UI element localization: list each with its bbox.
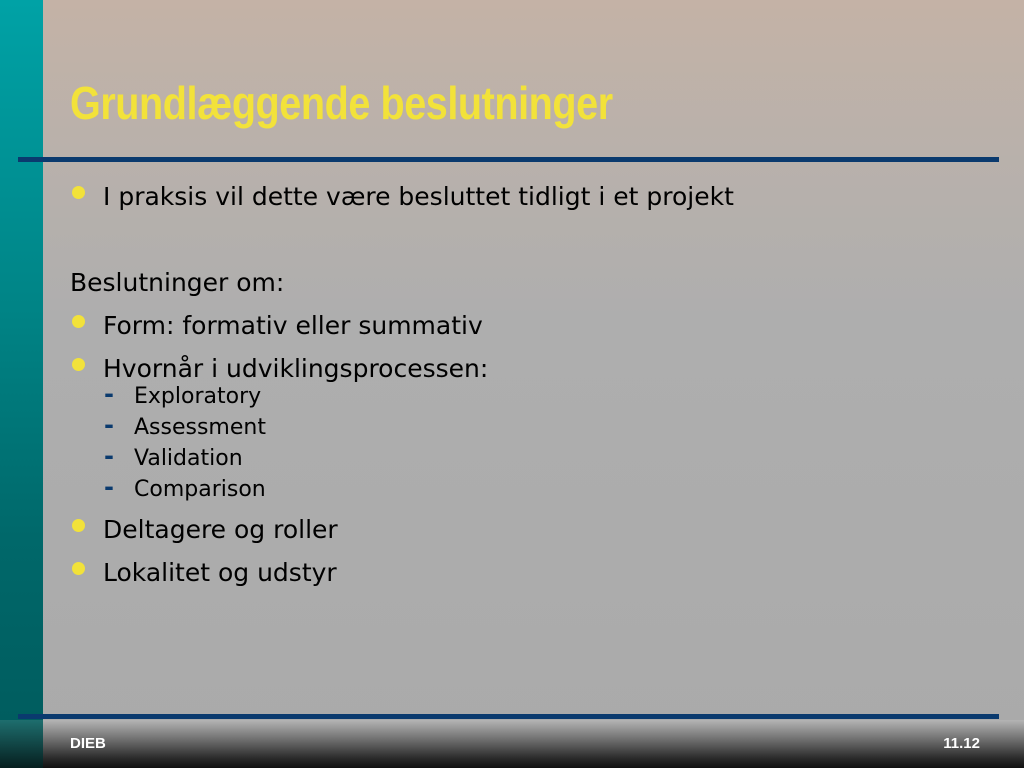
bullet-icon xyxy=(72,358,85,371)
title-divider xyxy=(18,157,999,162)
footer-band xyxy=(0,720,1024,768)
sub-list-item xyxy=(70,382,990,413)
sub-list-item xyxy=(70,444,990,475)
list-item-text: Hvornår i udviklingsprocessen: xyxy=(103,354,489,383)
sub-list-item-text: Assessment xyxy=(134,415,266,440)
slide-number: 11.12 xyxy=(943,735,980,752)
list-item xyxy=(70,511,990,554)
sub-list-item-text: Validation xyxy=(134,446,243,471)
section-label: Beslutninger om: xyxy=(70,268,285,297)
footer-band-corner xyxy=(0,720,43,768)
sub-list-item xyxy=(70,413,990,444)
list-item xyxy=(70,350,990,382)
bullet-icon xyxy=(72,562,85,575)
spacer xyxy=(70,221,990,264)
left-accent-bar xyxy=(0,0,43,768)
sub-list-item-text: Exploratory xyxy=(134,384,262,409)
bullet-icon xyxy=(72,186,85,199)
bullet-icon xyxy=(72,519,85,532)
dash-icon: - xyxy=(104,380,114,408)
list-item xyxy=(70,307,990,350)
sub-list-item-text: Comparison xyxy=(134,477,266,502)
dash-icon: - xyxy=(104,473,114,501)
dash-icon: - xyxy=(104,442,114,470)
list-item-text: Deltagere og roller xyxy=(103,515,338,544)
slide-title: Grundlæggende beslutninger xyxy=(70,77,613,129)
footer-label: DIEB xyxy=(70,735,106,752)
list-item xyxy=(70,554,990,597)
dash-icon: - xyxy=(104,411,114,439)
bullet-icon xyxy=(72,315,85,328)
list-item-text: Form: formativ eller summativ xyxy=(103,311,483,340)
sub-list-item xyxy=(70,475,990,511)
list-item-text: Lokalitet og udstyr xyxy=(103,558,337,587)
slide-body xyxy=(70,178,990,597)
list-item-text: I praksis vil dette være besluttet tidligt i et projekt xyxy=(103,182,734,211)
list-item xyxy=(70,178,990,221)
footer-divider xyxy=(18,714,999,719)
